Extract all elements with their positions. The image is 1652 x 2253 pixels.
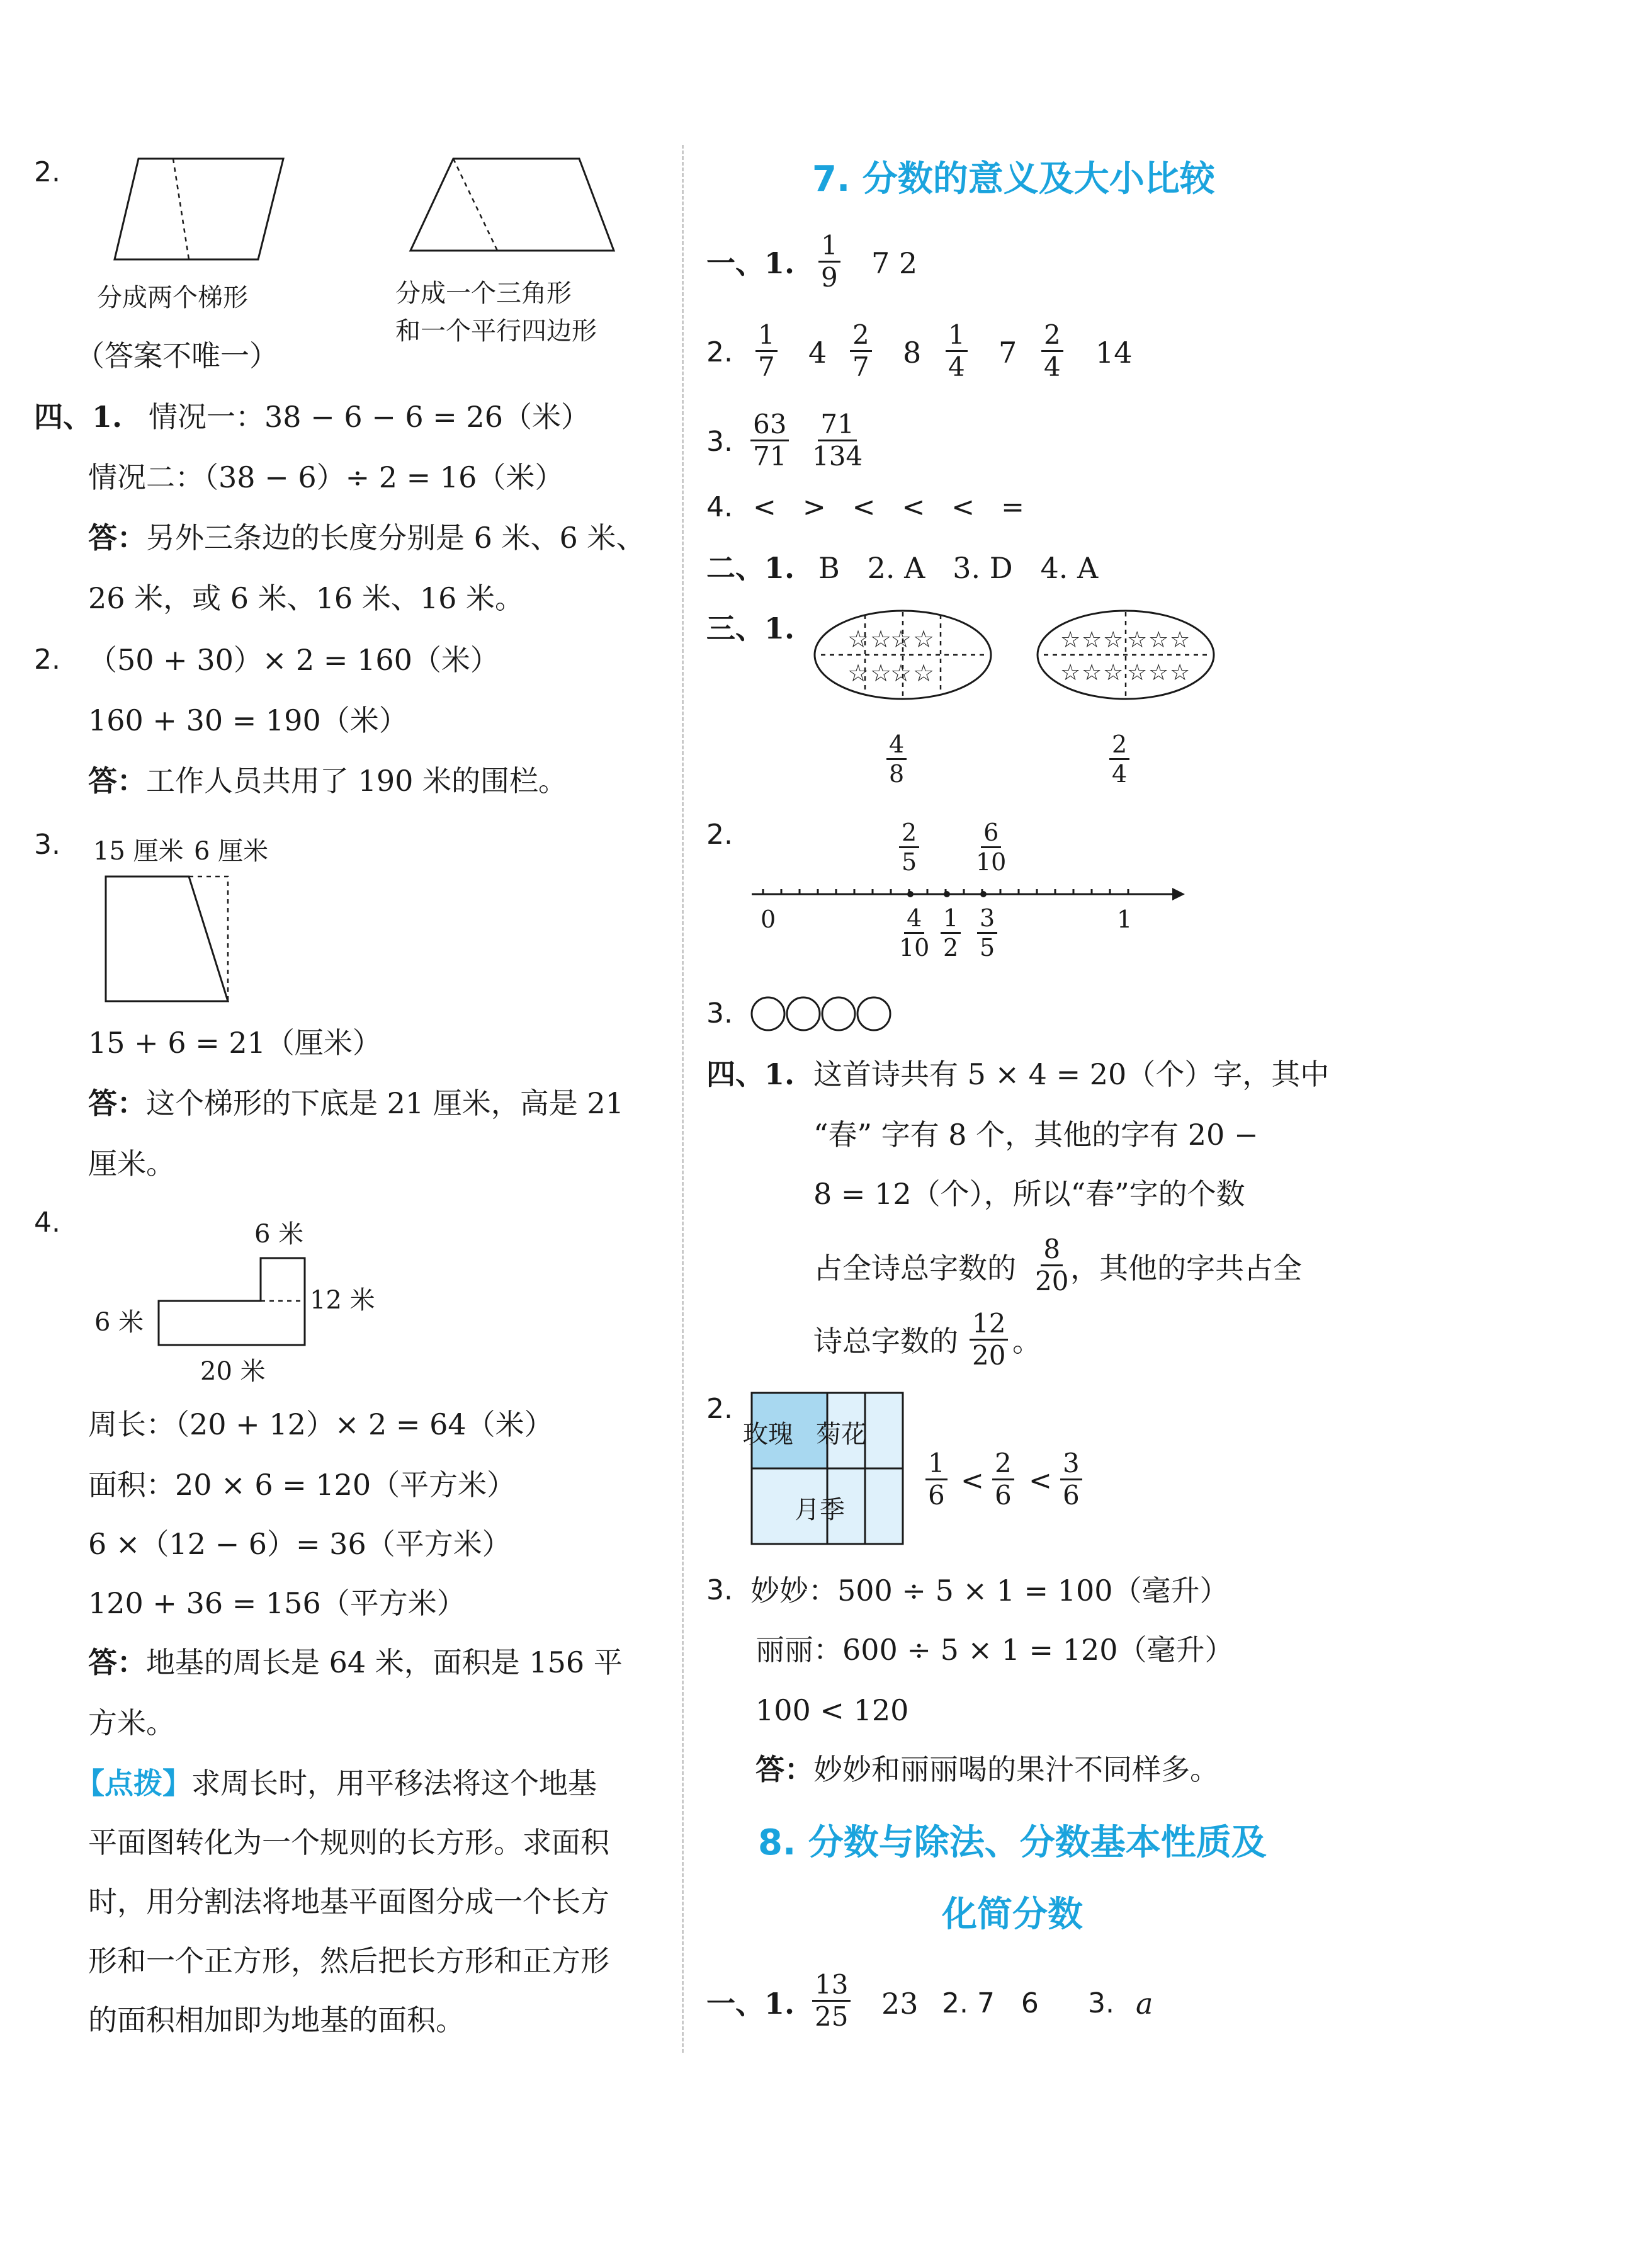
r-four-line1: 这首诗共有 5 × 4 = 20（个）字，其中: [813, 1057, 1330, 1091]
q4-3-answer-line1: 这个梯形的下底是 21 厘米，高是 21: [146, 1086, 624, 1120]
svg-text:☆: ☆: [890, 625, 912, 653]
section8-title-line1: 8. 分数与除法、分数基本性质及: [758, 1822, 1267, 1863]
q4-2-answer: 工作人员共用了 190 米的围栏。: [146, 764, 568, 798]
grid-chrysanthemum: 菊花: [816, 1420, 866, 1449]
svg-text:☆: ☆: [1170, 660, 1191, 686]
r-last-23: 23: [881, 1987, 919, 2021]
fig-left-6m: 6 米: [94, 1308, 144, 1337]
answer-label: 答：: [88, 1086, 146, 1120]
svg-text:☆: ☆: [1103, 660, 1124, 686]
star-oval-figure-b: [1035, 608, 1218, 703]
tip-line5: 的面积相加即为地基的面积。: [88, 2003, 465, 2037]
fraction: $\frac{1}{7}$: [755, 320, 778, 382]
svg-text:☆: ☆: [1082, 627, 1102, 653]
r-four-line4b: ，其他的字共占全: [1070, 1251, 1302, 1285]
q4-4-label: 4.: [34, 1206, 60, 1239]
fraction: $\frac{6}{10}$: [976, 819, 1007, 876]
fig-label-15cm: 15 厘米: [93, 837, 184, 866]
r-four-line2: “春” 字有 8 个，其他的字有 20 −: [813, 1118, 1259, 1152]
q4-4-line4: 120 + 36 = 156（平方米）: [88, 1586, 466, 1620]
svg-text:☆: ☆: [1127, 660, 1148, 686]
fraction: $\frac{12}{20}$: [970, 1308, 1008, 1371]
svg-text:☆: ☆: [1127, 627, 1148, 653]
section8-title-line2: 化简分数: [942, 1894, 1083, 1935]
r-one-q4-signs: < > < < < =: [753, 491, 1024, 523]
q4-3-answer-line2: 厘米。: [88, 1147, 175, 1181]
q4-4-line1: 周长：（20 + 12）× 2 = 64（米）: [88, 1407, 553, 1441]
tip-line1: 求周长时，用平移法将这个地基: [191, 1766, 597, 1800]
svg-text:☆: ☆: [870, 659, 892, 687]
axis-zero: 0: [761, 905, 776, 933]
s4-answer-line1: 另外三条边的长度分别是 6 米、6 米、: [146, 521, 645, 555]
value-7: 7: [999, 336, 1017, 370]
q4-3-label: 3.: [34, 829, 60, 861]
star-oval-figure-a: [812, 608, 995, 703]
svg-text:☆: ☆: [1082, 660, 1102, 686]
r-four-line5b: 。: [1012, 1324, 1041, 1358]
r-three-q2-label: 2.: [706, 819, 733, 851]
tip-line4: 形和一个正方形，然后把长方形和正方形: [88, 1944, 609, 1978]
fig-label-6cm: 6 厘米: [194, 837, 269, 866]
fraction: $\frac{1}{2}$: [941, 904, 961, 962]
foundation-plan-figure: [157, 1257, 308, 1348]
r-four-label: 四、1.: [706, 1057, 795, 1091]
r-last-q2: 2. 7 6: [942, 1987, 1039, 2019]
answer-label: 答：: [88, 521, 146, 555]
svg-text:☆: ☆: [1060, 627, 1081, 653]
fraction: $\frac{1}{9}$: [818, 230, 840, 293]
svg-text:☆: ☆: [870, 625, 892, 653]
svg-text:☆: ☆: [1060, 660, 1081, 686]
column-divider: [682, 145, 684, 2053]
fraction: $\frac{2}{7}$: [850, 320, 872, 382]
q4-4-answer-line1: 地基的周长是 64 米，面积是 156 平: [146, 1645, 623, 1679]
section7-title: 7. 分数的意义及大小比较: [812, 159, 1215, 200]
q4-4-line2: 面积：20 × 6 = 120（平方米）: [88, 1468, 516, 1502]
fraction: $\frac{1}{6}$: [925, 1448, 948, 1511]
s4-line2: 情况二：（38 − 6）÷ 2 = 16（米）: [88, 460, 564, 494]
svg-text:☆: ☆: [847, 659, 869, 687]
fig-bottom-20m: 20 米: [200, 1357, 266, 1386]
fraction: $\frac{8}{20}$: [1035, 1234, 1069, 1297]
trapezoid-cut-figure: [105, 875, 230, 1007]
q4-2-label: 2.: [34, 644, 60, 676]
fraction: $\frac{2}{4}$: [1109, 730, 1129, 788]
answer-label: 答：: [88, 1645, 146, 1679]
r-three-label: 三、1.: [706, 611, 795, 645]
fraction: $\frac{4}{8}$: [886, 730, 907, 788]
shape2-caption-line2: 和一个平行四边形: [395, 317, 597, 346]
grid-china-rose: 月季: [795, 1495, 845, 1524]
axis-one: 1: [1117, 905, 1133, 933]
r-four-line5a: 诗总字数的: [813, 1324, 958, 1358]
r-one-q4-label: 4.: [706, 491, 733, 523]
value-8: 8: [903, 336, 922, 370]
r-two-text: B 2. A 3. D 4. A: [818, 551, 1099, 585]
grid-rose: 玫瑰: [743, 1420, 793, 1449]
r-four-q3-line2: 丽丽：600 ÷ 5 × 1 = 120（毫升）: [755, 1633, 1234, 1667]
shape1-caption: 分成两个梯形: [97, 283, 248, 312]
trapezoid-figure: [409, 157, 617, 258]
value-14: 14: [1095, 336, 1133, 370]
answer-label: 答：: [755, 1752, 813, 1786]
s4-line1: 情况一：38 − 6 − 6 = 26（米）: [149, 400, 590, 434]
parallelogram-figure: [113, 157, 290, 264]
fraction: $\frac{13}{25}$: [812, 1970, 851, 2032]
r-two-label: 二、1.: [706, 551, 795, 585]
q4-2-line2: 160 + 30 = 190（米）: [88, 703, 408, 737]
r-last-label: 一、1.: [706, 1987, 795, 2021]
r-one-q1-rest: 7 2: [871, 246, 918, 280]
answer-not-unique-note: （答案不唯一）: [76, 339, 278, 373]
svg-text:☆: ☆: [1148, 660, 1169, 686]
r-four-q3-line1: 妙妙：500 ÷ 5 × 1 = 100（毫升）: [750, 1574, 1229, 1608]
four-circles: [749, 995, 900, 1033]
svg-text:☆: ☆: [1103, 627, 1124, 653]
fraction: $\frac{2}{6}$: [992, 1448, 1014, 1511]
fraction: $\frac{3}{6}$: [1060, 1448, 1082, 1511]
svg-text:☆: ☆: [1170, 627, 1191, 653]
svg-text:☆: ☆: [847, 625, 869, 653]
q4-4-line3: 6 ×（12 − 6）= 36（平方米）: [88, 1527, 511, 1561]
r-four-q2-label: 2.: [706, 1393, 733, 1425]
fig-right-12m: 12 米: [310, 1286, 375, 1315]
r-last-var-a: a: [1136, 1987, 1153, 2021]
r-four-line4a: 占全诗总字数的: [813, 1251, 1016, 1285]
tip-line2: 平面图转化为一个规则的长方形。求面积: [88, 1825, 609, 1859]
q4-3-line1: 15 + 6 = 21（厘米）: [88, 1026, 382, 1060]
fraction: $\frac{63}{71}$: [750, 409, 789, 472]
q2-label: 2.: [34, 156, 60, 188]
q4-4-answer-line2: 方米。: [88, 1706, 175, 1740]
less-than-sign: <: [961, 1465, 984, 1497]
tip-line3: 时，用分割法将地基平面图分成一个长方: [88, 1885, 609, 1919]
svg-text:☆: ☆: [890, 659, 912, 687]
r-one-q2-label: 2.: [706, 336, 733, 368]
r-three-q3-label: 3.: [706, 997, 733, 1030]
s4-answer-line2: 26 米，或 6 米、16 米、16 米。: [88, 581, 524, 615]
svg-text:☆: ☆: [913, 659, 935, 687]
value-4: 4: [808, 336, 827, 370]
fraction: $\frac{71}{134}$: [812, 409, 863, 472]
shape2-caption-line1: 分成一个三角形: [395, 279, 572, 308]
q4-2-line1: （50 + 30）× 2 = 160（米）: [88, 643, 499, 677]
r-four-line3: 8 = 12（个），所以“春”字的个数: [813, 1177, 1245, 1211]
fraction: $\frac{1}{4}$: [946, 320, 968, 382]
r-last-q3: 3.: [1088, 1987, 1114, 2019]
fraction: $\frac{2}{5}$: [899, 819, 919, 876]
less-than-sign: <: [1029, 1465, 1052, 1497]
r-four-answer: 妙妙和丽丽喝的果汁不同样多。: [813, 1752, 1219, 1786]
tip-label: 【点拨】: [76, 1766, 191, 1800]
svg-text:☆: ☆: [913, 625, 935, 653]
fraction: $\frac{4}{10}$: [899, 904, 930, 962]
r-four-q3-label: 3.: [706, 1574, 733, 1606]
r-one-label: 一、1.: [706, 246, 795, 280]
r-four-q3-line3: 100 < 120: [755, 1693, 909, 1727]
fraction: $\frac{2}{4}$: [1041, 320, 1063, 382]
r-one-q3-label: 3.: [706, 426, 733, 458]
fraction: $\frac{3}{5}$: [977, 904, 997, 962]
answer-label: 答：: [88, 764, 146, 798]
section-four-label: 四、1.: [34, 400, 123, 434]
svg-text:☆: ☆: [1148, 627, 1169, 653]
fig-top-6m: 6 米: [254, 1220, 304, 1249]
